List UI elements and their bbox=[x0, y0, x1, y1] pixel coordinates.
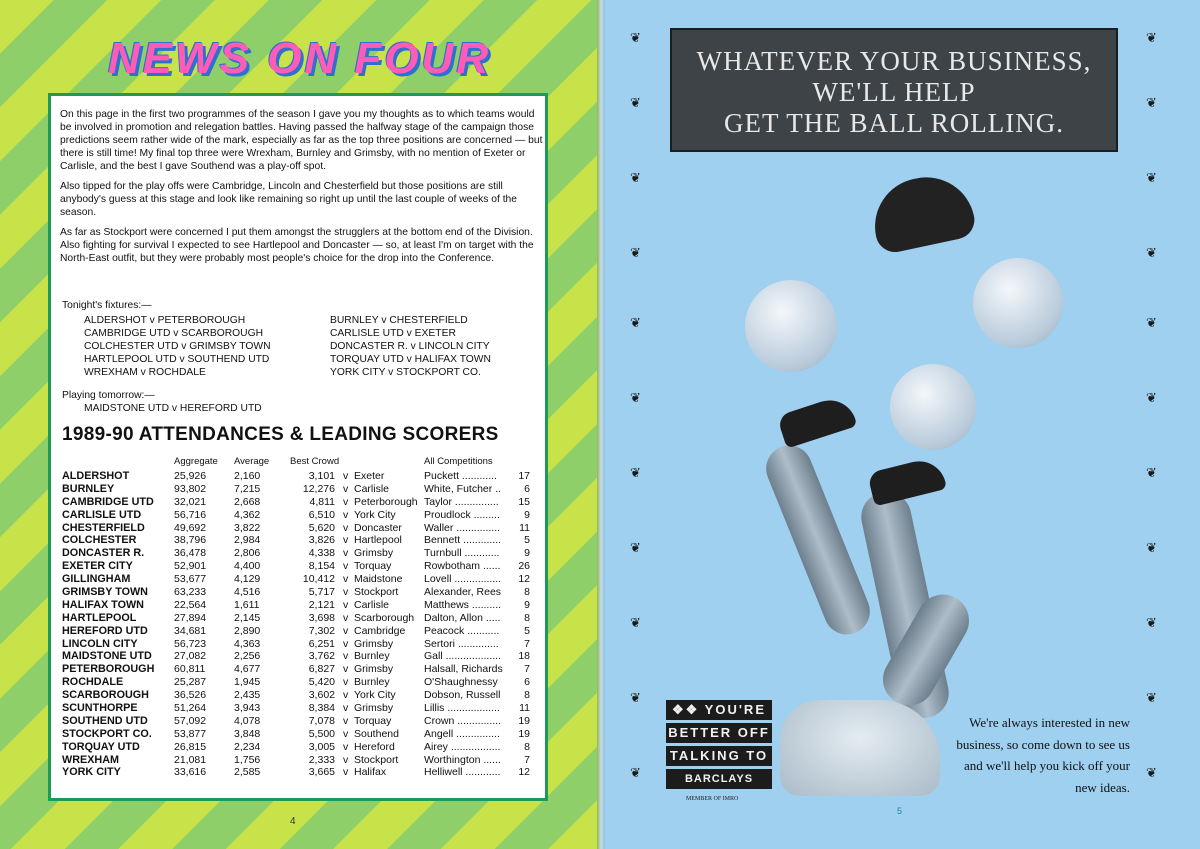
versus-label: v bbox=[343, 753, 349, 766]
aggregate-value: 34,681 bbox=[174, 624, 207, 637]
team-name: HALIFAX TOWN bbox=[62, 598, 144, 611]
slogan-line: TALKING TO bbox=[666, 746, 772, 766]
page-title: NEWS ON FOUR bbox=[108, 34, 492, 83]
aggregate-value: 27,894 bbox=[174, 611, 207, 624]
average-value: 2,984 bbox=[234, 534, 261, 547]
versus-label: v bbox=[343, 663, 349, 676]
team-name: LINCOLN CITY bbox=[62, 637, 138, 650]
scorer-name: Puckett ............ bbox=[424, 470, 497, 482]
table-row bbox=[62, 638, 542, 651]
team-name: SCUNTHORPE bbox=[62, 702, 138, 715]
team-name: CARLISLE UTD bbox=[62, 508, 142, 521]
team-name: CHESTERFIELD bbox=[62, 521, 145, 534]
goals-value: 9 bbox=[524, 598, 530, 611]
ornament-icon: ❦ bbox=[630, 465, 641, 480]
opponent-name: Carlisle bbox=[354, 482, 390, 495]
ornament-icon: ❦ bbox=[1146, 245, 1157, 260]
table-row bbox=[62, 522, 542, 535]
table-row bbox=[62, 728, 542, 741]
aggregate-value: 25,287 bbox=[174, 676, 207, 689]
column-header-competitions: All Competitions bbox=[424, 456, 493, 467]
ornament-icon: ❦ bbox=[630, 245, 641, 260]
opponent-name: Cambridge bbox=[354, 624, 406, 637]
opponent-name: Burnley bbox=[354, 650, 390, 663]
goals-value: 5 bbox=[524, 534, 530, 547]
table-row bbox=[62, 496, 542, 509]
aggregate-value: 32,021 bbox=[174, 495, 207, 508]
best-crowd-value: 8,384 bbox=[308, 702, 335, 715]
average-value: 1,611 bbox=[234, 598, 260, 611]
average-value: 2,668 bbox=[234, 495, 261, 508]
aggregate-value: 53,677 bbox=[174, 573, 207, 586]
opponent-name: Hartlepool bbox=[354, 534, 402, 547]
goals-value: 9 bbox=[524, 508, 530, 521]
fixture-item: ALDERSHOT v PETERBOROUGH bbox=[84, 315, 246, 326]
ad-copy-line: business, so come down to see us bbox=[956, 736, 1130, 752]
average-value: 7,215 bbox=[234, 482, 261, 495]
average-value: 4,516 bbox=[234, 586, 261, 599]
column-header-aggregate: Aggregate bbox=[174, 456, 218, 467]
aggregate-value: 93,802 bbox=[174, 482, 207, 495]
scorer-name: Lovell ................ bbox=[424, 573, 502, 586]
best-crowd-value: 3,602 bbox=[308, 689, 335, 702]
slogan-line: ❖❖ YOU'RE bbox=[666, 700, 772, 720]
ball-illustration bbox=[745, 280, 837, 372]
fixture-item: CAMBRIDGE UTD v SCARBOROUGH bbox=[84, 328, 264, 339]
table-row bbox=[62, 689, 542, 702]
page-number: 5 bbox=[897, 806, 903, 816]
team-name: ROCHDALE bbox=[62, 676, 124, 689]
ornament-icon: ❦ bbox=[630, 765, 641, 780]
fixture-item: CARLISLE UTD v EXETER bbox=[330, 328, 456, 339]
best-crowd-value: 6,251 bbox=[308, 637, 335, 650]
team-name: STOCKPORT CO. bbox=[62, 727, 152, 740]
scorer-name: Gall ................... bbox=[424, 650, 502, 663]
best-crowd-value: 8,154 bbox=[308, 560, 335, 573]
ornament-icon: ❦ bbox=[630, 390, 641, 405]
scorer-name: Worthington ...... bbox=[424, 753, 501, 766]
opponent-name: Peterborough bbox=[354, 495, 418, 508]
slogan-line: BETTER OFF bbox=[666, 723, 772, 743]
table-row bbox=[62, 483, 542, 496]
scorer-name: Sertori .............. bbox=[424, 637, 499, 650]
team-name: PETERBOROUGH bbox=[62, 663, 155, 676]
ad-copy-line: new ideas. bbox=[1075, 779, 1130, 795]
team-name: TORQUAY UTD bbox=[62, 740, 140, 753]
ad-headline-line: WHATEVER YOUR BUSINESS, bbox=[696, 46, 1092, 76]
average-value: 4,129 bbox=[234, 573, 261, 586]
opponent-name: Stockport bbox=[354, 753, 399, 766]
goals-value: 8 bbox=[524, 611, 530, 624]
goals-value: 6 bbox=[524, 482, 530, 495]
team-name: SOUTHEND UTD bbox=[62, 714, 148, 727]
team-name: ALDERSHOT bbox=[62, 470, 130, 482]
team-name: BURNLEY bbox=[62, 482, 115, 495]
barclays-logo-block bbox=[666, 700, 772, 792]
scorer-name: Halsall, Richards bbox=[424, 663, 503, 676]
average-value: 2,890 bbox=[234, 624, 261, 637]
ornament-icon: ❦ bbox=[1146, 615, 1157, 630]
aggregate-value: 57,092 bbox=[174, 714, 207, 727]
fixture-item: COLCHESTER UTD v GRIMSBY TOWN bbox=[84, 341, 271, 352]
versus-label: v bbox=[343, 611, 349, 624]
opponent-name: Grimsby bbox=[354, 637, 394, 650]
table-title: 1989-90 ATTENDANCES & LEADING SCORERS bbox=[62, 424, 499, 445]
versus-label: v bbox=[343, 624, 349, 637]
goals-value: 9 bbox=[524, 547, 530, 560]
goals-value: 26 bbox=[518, 560, 530, 573]
opponent-name: Stockport bbox=[354, 586, 399, 599]
versus-label: v bbox=[343, 482, 349, 495]
table-row bbox=[62, 560, 542, 573]
scorer-name: Taylor ............... bbox=[424, 495, 499, 508]
aggregate-value: 49,692 bbox=[174, 521, 207, 534]
team-name: HARTLEPOOL bbox=[62, 611, 137, 624]
best-crowd-value: 5,500 bbox=[308, 727, 335, 740]
aggregate-value: 51,264 bbox=[174, 702, 207, 715]
shorts-illustration bbox=[780, 700, 940, 796]
ornament-icon: ❦ bbox=[1146, 690, 1157, 705]
best-crowd-value: 2,121 bbox=[308, 598, 335, 611]
ornament-icon: ❦ bbox=[630, 690, 641, 705]
ornament-icon: ❦ bbox=[1146, 765, 1157, 780]
opponent-name: Maidstone bbox=[354, 573, 403, 586]
versus-label: v bbox=[343, 740, 349, 753]
intro-text bbox=[60, 108, 545, 272]
table-row bbox=[62, 625, 542, 638]
table-row bbox=[62, 702, 542, 715]
scorer-name: O'Shaughnessy bbox=[424, 676, 498, 689]
intro-paragraph: On this page in the first two programmes of the season I gave you my thoughts as to which teams would be involved in promotion and relegation battles. Having passed the halfway stage of the campaign those predictions seem rather wide of the mark, especially as far as the top three positions are concerned — but there is still time! My final top three were Wrexham, Burnley and Grimsby, with no mention of Exeter or Carlisle, and the best I gave Southend was a play-off spot. bbox=[60, 109, 543, 172]
team-name: EXETER CITY bbox=[62, 560, 133, 573]
team-name: CAMBRIDGE UTD bbox=[62, 495, 154, 508]
best-crowd-value: 2,333 bbox=[308, 753, 335, 766]
table-row bbox=[62, 715, 542, 728]
goals-value: 8 bbox=[524, 689, 530, 702]
average-value: 4,400 bbox=[234, 560, 261, 573]
ornament-icon: ❦ bbox=[1146, 540, 1157, 555]
goals-value: 17 bbox=[518, 470, 530, 482]
fixture-item: WREXHAM v ROCHDALE bbox=[84, 367, 206, 378]
average-value: 4,362 bbox=[234, 508, 261, 521]
goals-value: 8 bbox=[524, 586, 530, 599]
opponent-name: Scarborough bbox=[354, 611, 415, 624]
table-row bbox=[62, 676, 542, 689]
table-row bbox=[62, 741, 542, 754]
scorer-name: Angell ............... bbox=[424, 727, 500, 740]
ad-headline-line: WE'LL HELP bbox=[812, 77, 976, 107]
opponent-name: York City bbox=[354, 508, 396, 521]
average-value: 4,078 bbox=[234, 714, 261, 727]
best-crowd-value: 4,338 bbox=[308, 547, 335, 560]
ornament-icon: ❦ bbox=[630, 95, 641, 110]
table-row bbox=[62, 470, 542, 483]
team-name: HEREFORD UTD bbox=[62, 624, 148, 637]
opponent-name: Grimsby bbox=[354, 702, 394, 715]
table-row bbox=[62, 663, 542, 676]
table-row bbox=[62, 766, 542, 779]
scorer-name: Bennett ............. bbox=[424, 534, 502, 547]
versus-label: v bbox=[343, 598, 349, 611]
ball-illustration bbox=[890, 364, 976, 450]
scorer-name: Proudlock ......... bbox=[424, 508, 500, 521]
best-crowd-value: 5,620 bbox=[308, 521, 335, 534]
versus-label: v bbox=[343, 689, 349, 702]
ball-illustration bbox=[973, 258, 1063, 348]
ornament-icon: ❦ bbox=[630, 170, 641, 185]
goals-value: 7 bbox=[524, 753, 530, 766]
versus-label: v bbox=[343, 547, 349, 560]
best-crowd-value: 12,276 bbox=[302, 482, 335, 495]
opponent-name: Grimsby bbox=[354, 547, 394, 560]
aggregate-value: 22,564 bbox=[174, 598, 207, 611]
aggregate-value: 36,526 bbox=[174, 689, 207, 702]
scorer-name: Helliwell ............ bbox=[424, 766, 501, 779]
team-name: COLCHESTER bbox=[62, 534, 137, 547]
best-crowd-value: 3,826 bbox=[308, 534, 335, 547]
ornament-icon: ❦ bbox=[630, 30, 641, 45]
fixture-item: YORK CITY v STOCKPORT CO. bbox=[330, 367, 481, 378]
opponent-name: Burnley bbox=[354, 676, 390, 689]
versus-label: v bbox=[343, 766, 349, 779]
best-crowd-value: 5,420 bbox=[308, 676, 335, 689]
scorer-name: Matthews .......... bbox=[424, 598, 502, 611]
column-header-best-crowd: Best Crowd bbox=[290, 456, 340, 467]
average-value: 2,145 bbox=[234, 611, 261, 624]
aggregate-value: 56,723 bbox=[174, 637, 207, 650]
opponent-name: Doncaster bbox=[354, 521, 402, 534]
average-value: 3,848 bbox=[234, 727, 261, 740]
average-value: 2,435 bbox=[234, 689, 261, 702]
ad-headline-line: GET THE BALL ROLLING. bbox=[724, 108, 1064, 138]
team-name: GRIMSBY TOWN bbox=[62, 586, 148, 599]
scorer-name: Crown ............... bbox=[424, 714, 502, 727]
fixtures-left-column bbox=[84, 314, 271, 379]
team-name: GILLINGHAM bbox=[62, 573, 131, 586]
aggregate-value: 56,716 bbox=[174, 508, 207, 521]
goals-value: 19 bbox=[518, 714, 530, 727]
goals-value: 19 bbox=[518, 727, 530, 740]
scorer-name: Waller ............... bbox=[424, 521, 501, 534]
page-number: 4 bbox=[290, 816, 296, 827]
versus-label: v bbox=[343, 702, 349, 715]
aggregate-value: 26,815 bbox=[174, 740, 207, 753]
fixture-item: DONCASTER R. v LINCOLN CITY bbox=[330, 341, 490, 352]
scorer-name: Dalton, Allon ..... bbox=[424, 611, 501, 624]
scorer-name: Alexander, Rees bbox=[424, 586, 502, 599]
average-value: 2,256 bbox=[234, 650, 261, 663]
playing-tomorrow-label: Playing tomorrow:— bbox=[62, 390, 155, 401]
opponent-name: York City bbox=[354, 689, 396, 702]
aggregate-value: 36,478 bbox=[174, 547, 207, 560]
scorer-name: Dobson, Russell bbox=[424, 689, 501, 702]
table-row bbox=[62, 547, 542, 560]
ornament-icon: ❦ bbox=[1146, 30, 1157, 45]
fixture-item: BURNLEY v CHESTERFIELD bbox=[330, 315, 468, 326]
average-value: 3,943 bbox=[234, 702, 261, 715]
ornament-icon: ❦ bbox=[1146, 390, 1157, 405]
average-value: 4,677 bbox=[234, 663, 261, 676]
scorer-name: Turnbull ............ bbox=[424, 547, 500, 560]
goals-value: 12 bbox=[518, 766, 530, 779]
ornament-icon: ❦ bbox=[1146, 170, 1157, 185]
best-crowd-value: 6,827 bbox=[308, 663, 335, 676]
versus-label: v bbox=[343, 586, 349, 599]
team-name: SCARBOROUGH bbox=[62, 689, 149, 702]
goals-value: 15 bbox=[518, 495, 530, 508]
aggregate-value: 27,082 bbox=[174, 650, 207, 663]
team-name: YORK CITY bbox=[62, 766, 121, 779]
fixtures-right-column bbox=[330, 314, 491, 379]
table-row bbox=[62, 612, 542, 625]
aggregate-value: 60,811 bbox=[174, 663, 206, 676]
versus-label: v bbox=[343, 495, 349, 508]
aggregate-value: 33,616 bbox=[174, 766, 207, 779]
opponent-name: Carlisle bbox=[354, 598, 390, 611]
fixtures-label: Tonight's fixtures:— bbox=[62, 300, 152, 311]
ad-copy-line: and we'll help you kick off your bbox=[963, 758, 1130, 773]
scorer-name: White, Futcher .. bbox=[424, 482, 502, 495]
best-crowd-value: 3,005 bbox=[308, 740, 335, 753]
table-row bbox=[62, 586, 542, 599]
barclays-wordmark: BARCLAYS bbox=[666, 769, 772, 789]
average-value: 2,585 bbox=[234, 766, 261, 779]
table-row bbox=[62, 754, 542, 767]
aggregate-value: 21,081 bbox=[174, 753, 207, 766]
member-of-imro: MEMBER OF IMRO bbox=[686, 796, 739, 802]
intro-paragraph: As far as Stockport were concerned I put them amongst the strugglers at the bottom end of the Division. Also fighting for survival I expected to see Hartlepool and Doncaster — so, at least I'm on target with the North-East outfit, but they were probably most people's choice for the drop into the Conference. bbox=[60, 227, 534, 264]
goals-value: 18 bbox=[518, 650, 530, 663]
goals-value: 12 bbox=[518, 573, 530, 586]
ornament-icon: ❦ bbox=[630, 540, 641, 555]
fixture-item: HARTLEPOOL UTD v SOUTHEND UTD bbox=[84, 354, 270, 365]
table-row bbox=[62, 573, 542, 586]
best-crowd-value: 7,302 bbox=[308, 624, 335, 637]
versus-label: v bbox=[343, 508, 349, 521]
ornament-icon: ❦ bbox=[1146, 465, 1157, 480]
ornament-icon: ❦ bbox=[1146, 315, 1157, 330]
goals-value: 6 bbox=[524, 676, 530, 689]
best-crowd-value: 3,698 bbox=[308, 611, 335, 624]
average-value: 3,822 bbox=[234, 521, 261, 534]
versus-label: v bbox=[343, 573, 349, 586]
team-name: DONCASTER R. bbox=[62, 547, 145, 560]
attendance-table bbox=[62, 470, 542, 779]
goals-value: 7 bbox=[524, 663, 530, 676]
best-crowd-value: 3,101 bbox=[308, 470, 335, 482]
best-crowd-value: 10,412 bbox=[302, 573, 335, 586]
aggregate-value: 53,877 bbox=[174, 727, 207, 740]
goals-value: 7 bbox=[524, 637, 530, 650]
best-crowd-value: 7,078 bbox=[308, 714, 335, 727]
team-name: MAIDSTONE UTD bbox=[62, 650, 152, 663]
aggregate-value: 63,233 bbox=[174, 586, 207, 599]
table-row bbox=[62, 534, 542, 547]
goals-value: 5 bbox=[524, 624, 530, 637]
versus-label: v bbox=[343, 521, 349, 534]
intro-paragraph: Also tipped for the play offs were Cambridge, Lincoln and Chesterfield but those positions are still anybody's guess at this stage and look like remaining so right up until the last couple of weeks of the season. bbox=[60, 181, 518, 218]
versus-label: v bbox=[343, 470, 349, 482]
goals-value: 11 bbox=[519, 702, 530, 715]
opponent-name: Exeter bbox=[354, 470, 385, 482]
best-crowd-value: 6,510 bbox=[308, 508, 335, 521]
ad-headline-box bbox=[670, 28, 1118, 152]
versus-label: v bbox=[343, 650, 349, 663]
page-spine bbox=[597, 0, 605, 849]
playing-tomorrow-fixture: MAIDSTONE UTD v HEREFORD UTD bbox=[84, 403, 262, 414]
average-value: 2,160 bbox=[234, 470, 261, 482]
versus-label: v bbox=[343, 727, 349, 740]
opponent-name: Grimsby bbox=[354, 663, 394, 676]
average-value: 2,234 bbox=[234, 740, 261, 753]
best-crowd-value: 5,717 bbox=[308, 586, 335, 599]
scorer-name: Lillis .................. bbox=[424, 702, 500, 715]
scorer-name: Rowbotham ...... bbox=[424, 560, 501, 573]
team-name: WREXHAM bbox=[62, 753, 119, 766]
column-header-average: Average bbox=[234, 456, 270, 467]
ad-copy-line: We're always interested in new bbox=[969, 715, 1130, 730]
table-row bbox=[62, 650, 542, 663]
opponent-name: Torquay bbox=[354, 714, 392, 727]
average-value: 2,806 bbox=[234, 547, 261, 560]
versus-label: v bbox=[343, 534, 349, 547]
table-row bbox=[62, 599, 542, 612]
best-crowd-value: 3,665 bbox=[308, 766, 335, 779]
scorer-name: Airey ................. bbox=[424, 740, 501, 753]
versus-label: v bbox=[343, 676, 349, 689]
average-value: 4,363 bbox=[234, 637, 261, 650]
ornament-icon: ❦ bbox=[1146, 95, 1157, 110]
scorer-name: Peacock ........... bbox=[424, 624, 500, 637]
aggregate-value: 25,926 bbox=[174, 470, 207, 482]
average-value: 1,945 bbox=[234, 676, 261, 689]
opponent-name: Hereford bbox=[354, 740, 395, 753]
goals-value: 11 bbox=[519, 521, 530, 534]
best-crowd-value: 3,762 bbox=[308, 650, 335, 663]
versus-label: v bbox=[343, 714, 349, 727]
best-crowd-value: 4,811 bbox=[309, 495, 335, 508]
ornament-icon: ❦ bbox=[630, 615, 641, 630]
opponent-name: Torquay bbox=[354, 560, 392, 573]
ornament-icon: ❦ bbox=[630, 315, 641, 330]
fixture-item: TORQUAY UTD v HALIFAX TOWN bbox=[330, 354, 491, 365]
versus-label: v bbox=[343, 637, 349, 650]
aggregate-value: 38,796 bbox=[174, 534, 207, 547]
opponent-name: Southend bbox=[354, 727, 399, 740]
average-value: 1,756 bbox=[234, 753, 261, 766]
ad-body-copy bbox=[920, 712, 1130, 798]
goals-value: 8 bbox=[524, 740, 530, 753]
versus-label: v bbox=[343, 560, 349, 573]
opponent-name: Halifax bbox=[354, 766, 387, 779]
aggregate-value: 52,901 bbox=[174, 560, 207, 573]
table-row bbox=[62, 509, 542, 522]
